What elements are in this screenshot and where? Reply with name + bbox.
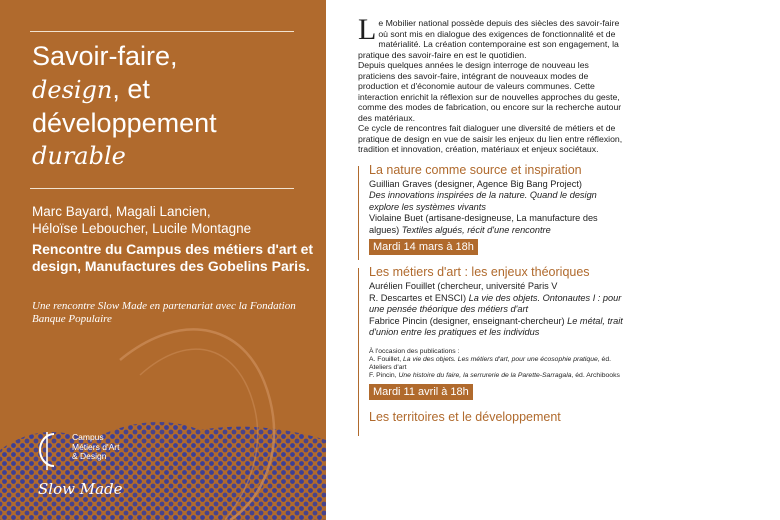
title-line-2 (32, 73, 312, 107)
pub-2-publisher: , éd. Archibooks (571, 372, 620, 380)
title-durable-italic: durable (32, 142, 126, 170)
session-2-date: Mardi 11 avril à 18h (369, 384, 473, 400)
session-3-title: Les territoires et le développement (369, 409, 561, 424)
campus-logo-icon (34, 430, 68, 472)
session-2-talk-1: La vie des objets. Ontonautes I : pour une pensée théorique des métiers d'art (369, 292, 622, 314)
middle-rule (30, 188, 294, 189)
session-1-title: La nature comme source et inspiration (369, 162, 582, 177)
authors-line-1: Marc Bayard, Magali Lancien, (32, 204, 211, 219)
intro-text (358, 13, 626, 155)
partner-note: Une rencontre Slow Made en partenariat avec la Fondation Banque Populaire (32, 300, 296, 325)
title-line-3: développement (32, 108, 217, 138)
pub-1-author: A. Fouillet, (369, 355, 402, 363)
session-1-talk-1: Des innovations inspirées de la nature. Quand le design explore les systèmes vivants (369, 190, 597, 212)
session-1-speaker-1: Guillian Graves (designer, Agence Big Bang Project) (369, 178, 582, 189)
intro-paragraph-2: Depuis quelques années le design interroge de nouveau les praticiens des savoir-faire, intégrant de nouveaux modes de production et d'économie autour de valeurs communes. Cette interaction enrichit la réflexion sur de nouvelles approches du geste, comme des modes de fabrication, ou encore sur la recherche autour des matériaux. (358, 60, 622, 123)
authors-line-2: Héloïse Leboucher, Lucile Montagne (32, 221, 252, 236)
campus-text-1: Campus (72, 432, 104, 442)
pub-2-title: Une histoire du faire, la serrurerie de la Parette-Sarragala (398, 372, 572, 380)
session-1 (358, 164, 626, 256)
session-rule (358, 413, 359, 433)
cover-panel (0, 0, 326, 520)
pub-1-title: La vie des objets. Les métiers d'art, pour une écosophie pratique (403, 355, 598, 363)
rencontre-heading: Rencontre du Campus des métiers d'art et design, Manufactures des Gobelins Paris. (32, 241, 314, 274)
title-line-2-rest: , et (112, 74, 150, 104)
session-2 (358, 266, 626, 400)
campus-logo-text (72, 433, 119, 462)
pubs-intro: À l'occasion des publications : (369, 347, 460, 355)
title-line-1: Savoir-faire, (32, 41, 178, 71)
intro-paragraph-1: e Mobilier national possède depuis des siècles des savoir-faire où sont mis en dialogue des exigences de fonctionnalité et de matérialité. La création contemporaine est son engagement, la pratique des savoir-faire en est le quotidien. (358, 18, 620, 60)
session-2-speaker-1a: Aurélien Fouillet (chercheur, université Paris V (369, 281, 558, 291)
authors (32, 203, 312, 237)
campus-text-2: Métiers d'Art (72, 441, 120, 452)
slowmade-logo: Slow Made (38, 480, 123, 498)
session-2-speaker-2: Fabrice Pincin (designer, enseignant-chercheur) (369, 315, 565, 326)
intro-paragraph-3: Ce cycle de rencontres fait dialoguer une diversité de métiers et de pratique de design en vue de saisir les enjeux du lien entre réflexion, tradition et innovation, création, matériaux et enjeux sociétaux. (358, 123, 623, 154)
session-rule (358, 166, 359, 260)
session-1-speaker-2: Violaine Buet (artisane-designeuse, La manufacture des algues) (369, 213, 598, 235)
page-title (32, 40, 312, 173)
session-1-talk-2: Textiles algués, récit d'une rencontre (401, 224, 551, 235)
session-2-title: Les métiers d'art : les enjeux théoriques (369, 265, 590, 279)
content-column (358, 13, 626, 426)
publications (369, 348, 626, 381)
session-1-date: Mardi 14 mars à 18h (369, 239, 478, 255)
pub-2-author: F. Pincin, (369, 372, 397, 380)
campus-text-3: & Design (72, 451, 107, 461)
session-2-talk-2: Le métal, trait d'union entre les pratiques et les individus (369, 315, 623, 337)
title-design-italic: design (32, 76, 113, 104)
top-rule (30, 31, 294, 32)
drop-cap: L (358, 13, 377, 46)
session-3 (358, 411, 626, 424)
session-2-speaker-1b: R. Descartes et ENSCI) (369, 292, 467, 303)
pub-1-publisher: , éd. Ateliers d'art (369, 355, 611, 372)
